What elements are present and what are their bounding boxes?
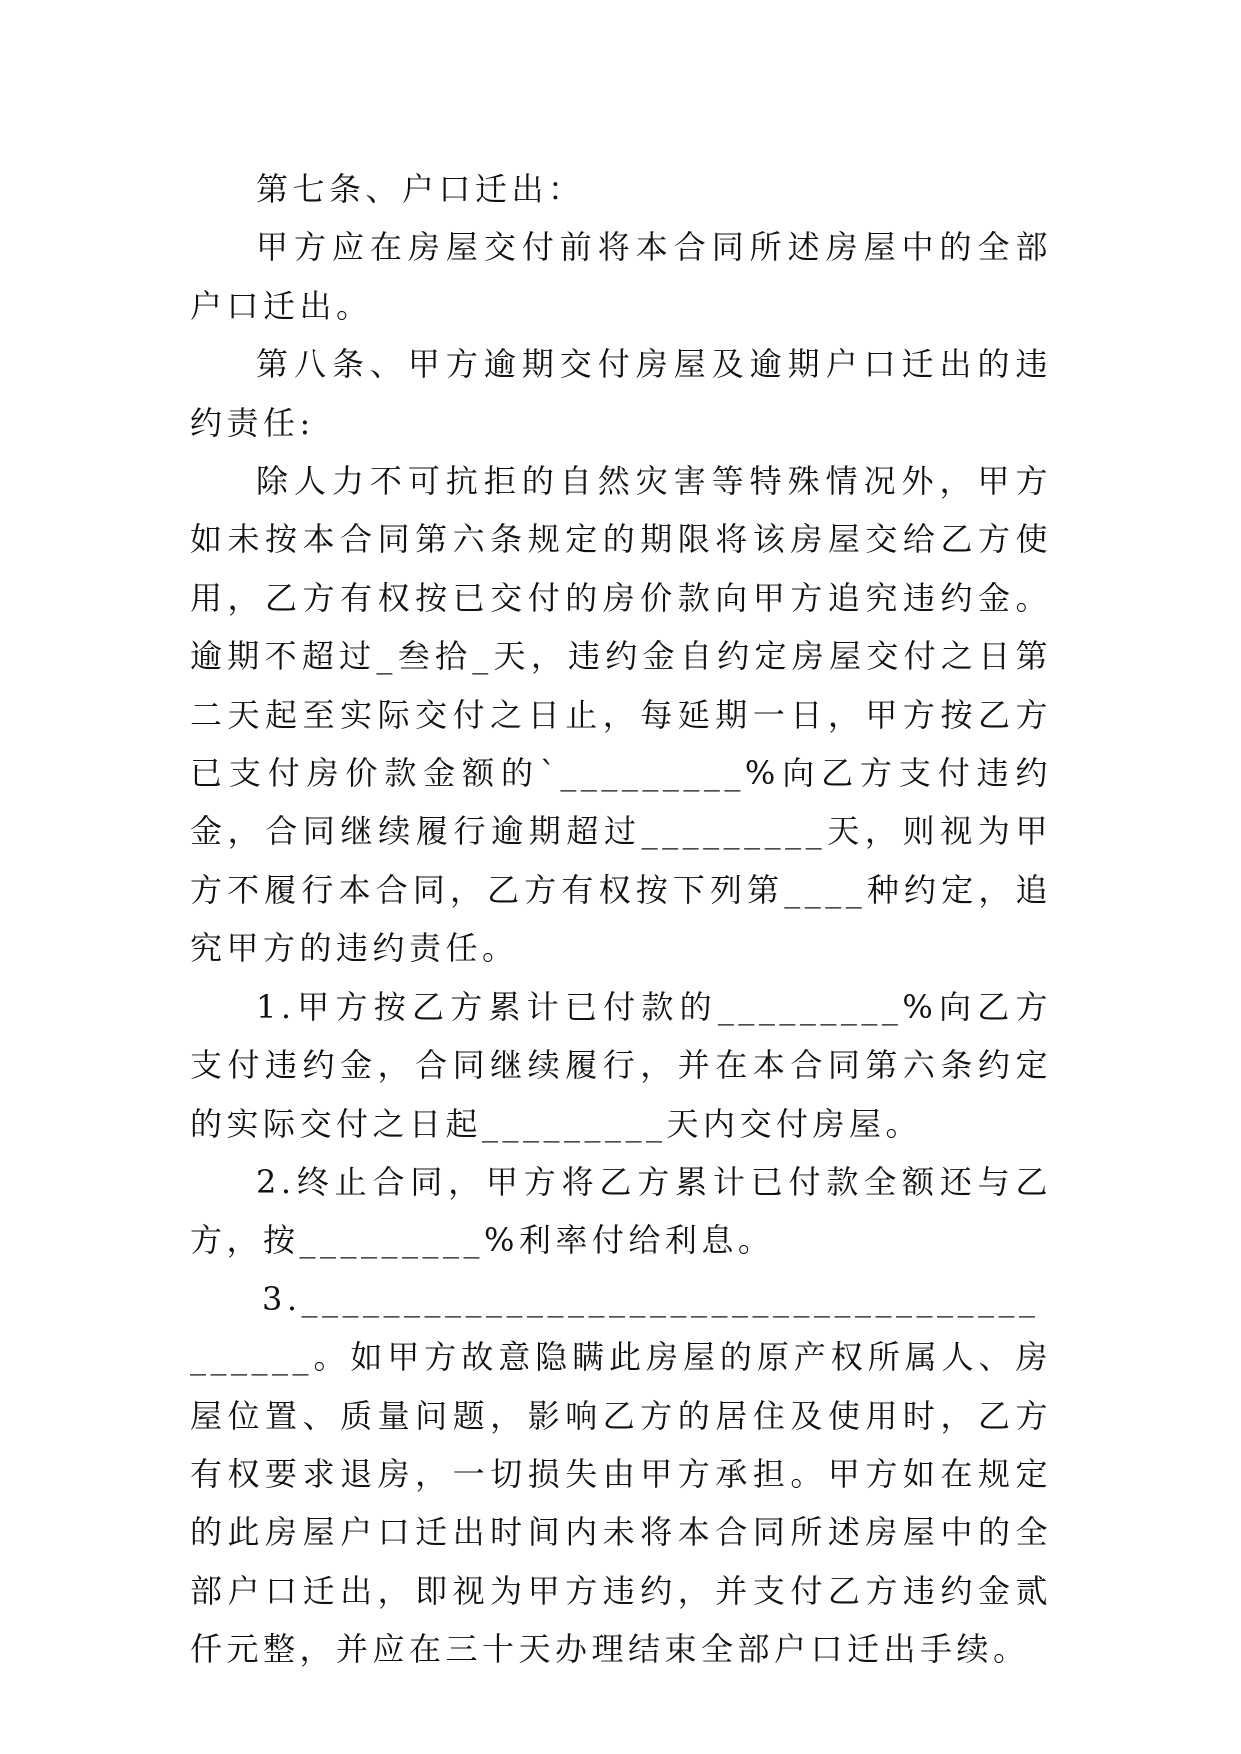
article-8-text: 除人力不可抗拒的自然灾害等特殊情况外，甲方如未按本合同第六条规定的期限将该房屋交给乙方使用，乙方有权按已交付的房价款向甲方追究违约金。逾期不超过_叁拾_天，违约金自约定房屋交付之日第二天起至实际交付之日止，每延期一日，甲方按乙方已支付房价款金额的`_________%向乙方支付违约金，合同继续履行逾期超过_________天，则视为甲方不履行本合同，乙方有权按下列第____种约定，追究甲方的违约责任。 xyxy=(190,462,1052,968)
document-body xyxy=(190,160,1052,1679)
article-7-text: 甲方应在房屋交付前将本合同所述房屋中的全部户口迁出。 xyxy=(190,228,1052,325)
clause-1: 1.甲方按乙方累计已付款的_________%向乙方支付违约金，合同继续履行，并在本合同第六条约定的实际交付之日起_________天内交付房屋。 xyxy=(190,987,1052,1143)
clause-2: 2.终止合同，甲方将乙方累计已付款全额还与乙方，按_________%利率付给利息。 xyxy=(190,1162,1052,1260)
clause-3: 3.__________________________________________。如甲方故意隐瞒此房屋的原产权所属人、房屋位置、质量问题，影响乙方的居住及使用时，乙方有权要求退房，一切损失由甲方承担。甲方如在规定的此房屋户口迁出时间内未将本合同所述房屋中的全部户口迁出，即视为甲方违约，并支付乙方违约金贰仟元整，并应在三十天办理结束全部户口迁出手续。 xyxy=(190,1279,1052,1669)
article-8-heading: 第八条、甲方逾期交付房屋及逾期户口迁出的违约责任: xyxy=(190,345,1052,442)
article-7-heading: 第七条、户口迁出： xyxy=(256,170,585,208)
